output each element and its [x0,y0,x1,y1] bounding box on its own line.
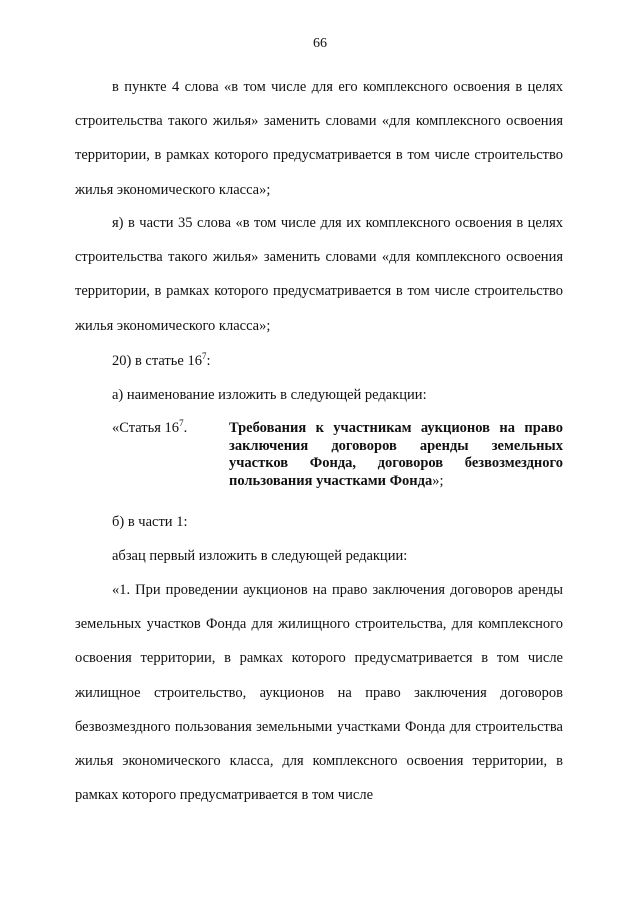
paragraph-p6: абзац первый изложить в следующей редакции: [112,548,408,564]
paragraph-p3-text: 20) в статье 16 [112,353,202,369]
paragraph-p7: «1. При проведении аукционов на право заключения договоров аренды земельных участков Фонда для жилищного строительства, для комплексного освоения территории, в рамках которого предусматривается в том числе жилищное строительство, аукционов на право заключения договоров безвозмездного пользования земельными участками Фонда для строительства жилья экономического класса, для комплексного освоения территории, в рамках которого предусматривается в том числе [75,582,563,804]
article-label [112,420,187,437]
page-number: 66 [313,36,327,51]
paragraph-p2: я) в части 35 слова «в том числе для их комплексного освоения в целях строительства такого жилья» заменить словами «для комплексного освоения территории, в рамках которого предусматривается в том числе строительство жилья экономического класса»; [75,215,563,334]
paragraph-p4: а) наименование изложить в следующей редакции: [112,387,427,403]
paragraph-p5: б) в части 1: [112,514,188,530]
article-title-text: Требования к участникам аукционов на право заключения договоров аренды земельных участков Фонда, договоров безвозмездного пользования участками Фонда [229,420,563,489]
article-label-sup: 7 [179,418,184,429]
article-label-tail: . [183,420,188,436]
paragraph-p1: в пункте 4 слова «в том числе для его комплексного освоения в целях строительства такого жилья» заменить словами «для комплексного освоения территории, в рамках которого предусматривается в том числе строительство жилья экономического класса»; [75,79,563,198]
paragraph-p3-sup: 7 [201,351,207,362]
article-label-text: «Статья 16 [112,420,180,436]
article-title-tail: »; [432,472,444,489]
paragraph-p3-tail: : [206,353,211,369]
paragraph-p3 [75,344,563,378]
article-title [229,420,563,490]
